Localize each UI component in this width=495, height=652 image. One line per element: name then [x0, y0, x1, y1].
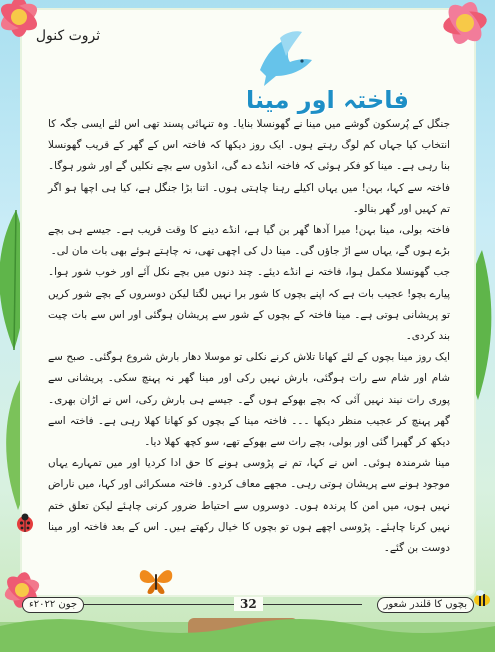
dove-icon [250, 30, 314, 90]
paragraph: جب گھونسلا مکمل ہوا، فاختہ نے انڈے دیئے۔ چند دنوں میں بچے نکل آئے اور خوب شور ہوا۔ پیارے بچو! عجیب بات ہے کہ اپنے بچوں کا شور برا نہیں لگتا لیکن دوسروں کے بچے شور کریں تو پریشانی ہوتی ہے۔ مینا فاختہ کے بچوں کے شور سے پریشان ہوگئی اور اس سے بات چیت بند کردی۔ [48, 266, 450, 343]
paragraph: مینا شرمندہ ہوئی۔ اس نے کہا، تم نے پڑوسی ہونے کا حق ادا کردیا اور میں تمہارے یہاں موجود ہونے سے پریشان ہوتی رہی۔ مجھے معاف کردو۔ فاختہ مسکرائی اور کہا، میں ناراض نہیں ہوں، میں امن کا پرندہ ہوں۔ دوسروں سے احتیاط ضرور کرنی چاہئے لیکن تعلق ختم نہیں کرنا چاہئے۔ پڑوسی اچھے ہوں تو بچوں کا خیال رکھتے ہیں۔ اس کے بعد فاختہ اور مینا دوست بن گئے۔ [48, 457, 450, 555]
grass-decoration [0, 612, 495, 652]
article-title: فاختہ اور مینا [245, 86, 409, 114]
butterfly-icon [138, 566, 174, 596]
article-body [48, 114, 450, 574]
ladybug-icon [14, 512, 36, 534]
page-footer [22, 597, 474, 611]
issue-date: جون ۲۰۲۲ء [22, 597, 84, 613]
paragraph: فاختہ بولی، مینا بہن! میرا آدھا گھر بن گیا ہے، انڈے دینے کا وقت قریب ہے۔ جیسے ہی بچے بڑے ہوں گے، یہاں سے اڑ جاؤں گی۔ مینا دل کی اچھی تھی، نہ چاہتے ہوئے بھی بات مان لی۔ [48, 224, 450, 258]
author-name: ثروت کنول [35, 28, 101, 44]
page-number: 32 [234, 597, 263, 611]
magazine-name: بچوں کا قلندر شعور [377, 597, 474, 613]
paragraph: ایک روز مینا بچوں کے لئے کھانا تلاش کرنے نکلی تو موسلا دھار بارش شروع ہوگئی۔ صبح سے شام اور شام سے رات ہوگئی، بارش نہیں رکی اور مینا گھر نہ پہنچ سکی۔ پریشانی سے پوری رات نیند نہیں آئی کہ بچے بھوکے ہوں گے۔ جیسے ہی بارش رکی، اس نے اڑان بھری۔ گھر پہنچ کر عجیب منظر دیکھا ۔۔۔ فاختہ مینا کے بچوں کو کھانا کھلا رہی ہے۔ فاختہ اسے دیکھ کر گھبرا گئی اور بولی، بچے رات سے بھوکے تھے، سو کچھ کھلا دیا۔ [48, 351, 450, 449]
paragraph: جنگل کے پُرسکون گوشے میں مینا نے گھونسلا بنایا۔ وہ تنہائی پسند تھی اس لئے ایسی جگہ کا انتخاب کیا جہاں کم لوگ رہتے ہوں۔ ایک روز دیکھا کہ فاختہ اس کے گھر کے قریب گھونسلا بنا رہی ہے۔ مینا کو فکر ہوئی کہ فاختہ انڈے دے گی، انڈوں سے بچے نکلیں گے اور شور ہوگا۔ فاختہ سے کہا، بہن! میں یہاں اکیلے رہنا چاہتی ہوں۔ اتنا بڑا جنگل ہے، کیا ہی اچھا ہو اگر تم کہیں اور گھر بنالو۔ [48, 118, 450, 215]
footer-divider [84, 604, 362, 605]
flower-icon [430, 0, 495, 58]
